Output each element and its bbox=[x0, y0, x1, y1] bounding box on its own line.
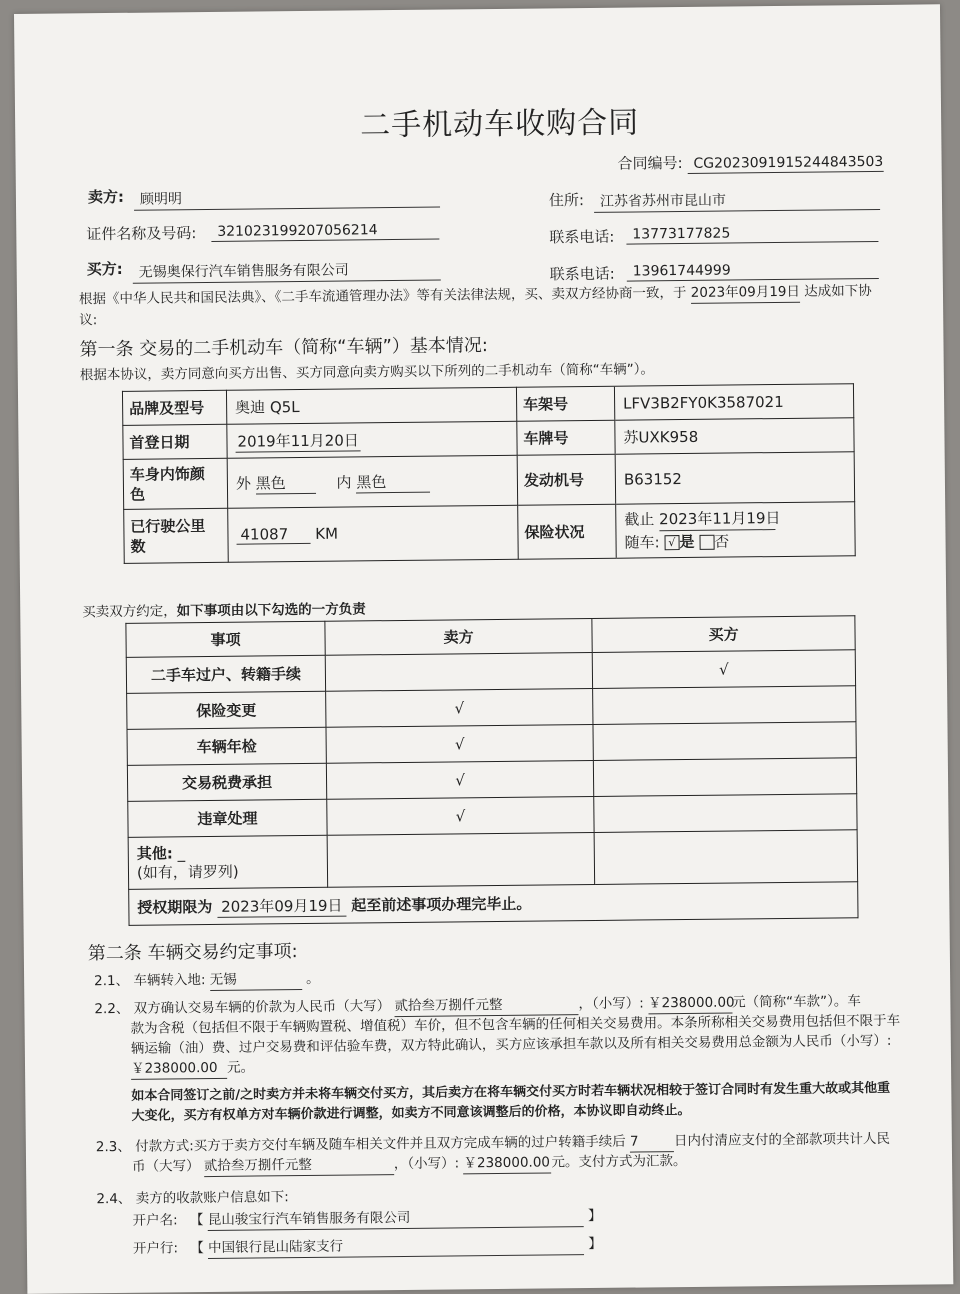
price-uppercase: 贰拾叁万捌仟元整 bbox=[394, 994, 578, 1017]
seller-name: 顾明明 bbox=[134, 186, 440, 211]
clause-2-2-text-3: 元（简称“车款”）。车 bbox=[731, 993, 861, 1011]
insurance-no-label: 否 bbox=[714, 532, 730, 551]
resp-other-note: (如有，请罗列) bbox=[136, 862, 239, 882]
contract-number-value: CG2023091915244843503 bbox=[687, 154, 883, 174]
resp-row-item: 保险变更 bbox=[127, 691, 326, 729]
auth-label: 授权期限为 bbox=[137, 897, 213, 917]
color-label-line1: 车身内饰颜 bbox=[129, 464, 205, 484]
price-lowercase: ￥238000.00 bbox=[648, 993, 732, 1015]
resp-row-buyer bbox=[593, 758, 856, 797]
resp-row-seller: √ bbox=[326, 688, 593, 727]
plate-label: 车牌号 bbox=[517, 420, 615, 455]
resp-row-item: 二手车过户、转籍手续 bbox=[126, 655, 325, 693]
seller-address: 江苏省苏州市昆山市 bbox=[594, 188, 880, 213]
adjustment-clause-line-1: 如本合同签订之前/之时卖方并未将车辆交付买方，其后卖方在将车辆交付买方时若车辆状况相较于签订合同时有发生重大故或其他重 bbox=[131, 1080, 891, 1104]
payment-uppercase: 贰拾叁万捌仟元整 bbox=[204, 1154, 394, 1177]
bank-value: 中国银行昆山陆家支行 bbox=[208, 1234, 584, 1259]
mileage-label-line2: 数 bbox=[130, 537, 146, 556]
mileage-unit: KM bbox=[315, 524, 339, 543]
resp-row-seller: √ bbox=[326, 760, 593, 799]
account-name-row bbox=[133, 1206, 602, 1232]
reg-date-value: 2019年11月20日 bbox=[235, 429, 361, 452]
transfer-destination: 无锡 bbox=[210, 969, 302, 991]
resp-other-cell bbox=[128, 835, 328, 889]
clause-2-1-label: 车辆转入地: bbox=[133, 972, 206, 989]
account-name-label: 开户名: bbox=[132, 1212, 178, 1229]
outer-color-value: 黑色 bbox=[256, 471, 316, 494]
section-2-title: 第二条 车辆交易约定事项: bbox=[87, 941, 298, 965]
intro-text-3: 议: bbox=[79, 312, 98, 329]
agreement-date: 2023年09月19日 bbox=[691, 282, 800, 304]
resp-row-buyer bbox=[593, 722, 856, 761]
seller-address-label: 住所: bbox=[548, 191, 585, 210]
account-name-right-bracket: 】 bbox=[587, 1207, 602, 1225]
mileage-cell bbox=[228, 505, 519, 562]
vin-label: 车架号 bbox=[516, 386, 614, 421]
insurance-no-checkbox[interactable] bbox=[699, 535, 714, 550]
clause-2-2-line-3: 辆运输（油）费、过户交易费和评估验车费，双方特此确认，买方应该承担车款以及所有相关交易费用总金额为人民币（小写）: bbox=[130, 1032, 892, 1057]
resp-row-item: 交易税费承担 bbox=[127, 763, 326, 801]
reg-date-cell bbox=[227, 421, 517, 458]
clause-2-1 bbox=[94, 969, 320, 992]
resp-row-buyer bbox=[594, 794, 857, 833]
clause-2-4-num: 2.4、 bbox=[96, 1190, 132, 1208]
clause-2-2-text-4: 元。 bbox=[226, 1059, 255, 1076]
auth-date: 2023年09月19日 bbox=[217, 894, 347, 917]
resp-other-blank: _ bbox=[177, 843, 186, 862]
clause-2-1-num: 2.1、 bbox=[94, 972, 130, 990]
contract-number bbox=[617, 150, 883, 174]
seller-label: 卖方: bbox=[87, 187, 125, 207]
bank-left-bracket: 【 bbox=[190, 1240, 204, 1257]
buyer-phone-label: 联系电话: bbox=[549, 264, 615, 284]
resp-header-buyer: 买方 bbox=[592, 616, 855, 653]
authorization-period bbox=[129, 882, 858, 926]
brand-value: 奥迪 Q5L bbox=[226, 387, 516, 424]
resp-header-seller: 卖方 bbox=[325, 618, 592, 655]
seller-id-label: 证件名称及号码: bbox=[86, 224, 197, 244]
section-1-title: 第一条 交易的二手机动车（简称“车辆”）基本情况: bbox=[79, 335, 489, 361]
color-cell bbox=[227, 455, 518, 508]
outer-color-label: 外 bbox=[235, 474, 252, 493]
insurance-follow-label: 随车: bbox=[624, 533, 660, 552]
bank-row bbox=[133, 1234, 602, 1260]
clause-2-3-text-3: 币（大写） bbox=[131, 1158, 200, 1175]
payment-days: 7 bbox=[630, 1131, 674, 1152]
intro-paragraph bbox=[79, 281, 872, 330]
clause-2-4 bbox=[96, 1187, 289, 1209]
payment-lowercase: ￥238000.00 bbox=[463, 1152, 551, 1174]
insurance-label: 保险状况 bbox=[518, 504, 617, 559]
vehicle-info-table bbox=[122, 383, 856, 564]
clause-2-3-text-5: 元。支付方式为汇款。 bbox=[551, 1153, 687, 1171]
plate-value: 苏UXK958 bbox=[615, 418, 854, 455]
resp-row-seller: √ bbox=[326, 724, 593, 763]
clause-2-3-text-4: ，（小写）: bbox=[393, 1155, 460, 1173]
clause-2-2-text-1: 双方确认交易车辆的价款为人民币（大写） bbox=[133, 998, 391, 1017]
account-name-value: 昆山骏宝行汽车销售服务有限公司 bbox=[208, 1206, 584, 1231]
total-amount: ￥238000.00 bbox=[131, 1058, 227, 1080]
insurance-prefix: 截止 bbox=[624, 510, 655, 529]
responsibility-table bbox=[125, 615, 858, 926]
document-title: 二手机动车收购合同 bbox=[360, 105, 640, 144]
clause-2-2-line-2: 款为含税（包括但不限于车辆购置税、增值税）车价，但不包含车辆的任何相关交易费用。本条所称相关交易费用包括但不限于车 bbox=[130, 1012, 901, 1037]
inner-color-label: 内 bbox=[336, 472, 352, 492]
resp-other-seller bbox=[327, 832, 595, 887]
clause-2-2-num: 2.2、 bbox=[94, 1000, 130, 1018]
seller-phone-label: 联系电话: bbox=[549, 227, 615, 247]
seller-phone: 13773177825 bbox=[626, 224, 878, 245]
mileage-label-line1: 已行驶公里 bbox=[130, 516, 206, 536]
inner-color-value: 黑色 bbox=[356, 470, 430, 493]
clause-2-3-num: 2.3、 bbox=[95, 1138, 131, 1156]
clause-2-1-end: 。 bbox=[305, 970, 320, 987]
contract-page bbox=[14, 4, 953, 1294]
account-name-left-bracket: 【 bbox=[189, 1212, 204, 1229]
adjustment-clause-line-2: 大变化，买方有权单方对车辆价款进行调整，如卖方不同意该调整后的价格，本协议即自动终止。 bbox=[131, 1102, 691, 1124]
insurance-date: 2023年11月19日 bbox=[659, 507, 775, 531]
responsibility-note-a: 买卖双方约定， bbox=[82, 603, 177, 621]
resp-row-seller bbox=[325, 652, 592, 691]
reg-date-label: 首登日期 bbox=[123, 424, 227, 459]
vin-value: LFV3B2FY0K3587021 bbox=[614, 384, 853, 421]
insurance-yes-label: 是 bbox=[679, 532, 695, 552]
resp-row-buyer bbox=[593, 686, 856, 725]
insurance-yes-checkbox[interactable]: √ bbox=[664, 535, 679, 550]
intro-text-1: 根据《中华人民共和国民法典》、《二手车流通管理办法》等有关法律法规，买、卖双方经协商一致，于 bbox=[78, 284, 687, 308]
auth-tail: 起至前述事项办理完毕止。 bbox=[351, 894, 532, 915]
buyer-name: 无锡奥保行汽车销售服务有限公司 bbox=[133, 259, 441, 284]
resp-row-buyer: √ bbox=[592, 650, 855, 689]
resp-row-item: 违章处理 bbox=[128, 799, 327, 837]
mileage-value: 41087 bbox=[236, 525, 310, 545]
color-label-line2: 色 bbox=[129, 485, 146, 504]
clause-2-2-text-2: ，（小写）: bbox=[578, 995, 644, 1013]
responsibility-note bbox=[82, 599, 366, 622]
buyer-phone: 13961744999 bbox=[627, 261, 879, 282]
clause-2-4-label: 卖方的收款账户信息如下: bbox=[135, 1189, 289, 1207]
bank-label: 开户行: bbox=[132, 1240, 179, 1257]
section-1-description: 根据本协议，卖方同意向买方出售、买方同意向卖方购买以下所列的二手机动车（简称“车辆”）。 bbox=[79, 361, 655, 384]
engine-value: B63152 bbox=[615, 452, 855, 505]
seller-id-number: 321023199207056214 bbox=[211, 222, 439, 242]
resp-row-item: 车辆年检 bbox=[127, 727, 326, 765]
insurance-cell bbox=[616, 502, 856, 558]
clause-2-3-text-2: 日内付清应支付的全部款项共计人民 bbox=[673, 1130, 891, 1150]
brand-label: 品牌及型号 bbox=[122, 390, 226, 425]
responsibility-note-b: 如下事项由以下勾选的一方负责 bbox=[176, 601, 366, 620]
contract-number-label: 合同编号: bbox=[617, 154, 683, 173]
clause-2-2-line-4 bbox=[131, 1058, 254, 1080]
resp-other-label: 其他: bbox=[136, 843, 173, 863]
resp-header-item: 事项 bbox=[126, 621, 325, 657]
resp-other-buyer bbox=[594, 830, 858, 885]
resp-row-seller: √ bbox=[327, 796, 594, 835]
color-label bbox=[123, 458, 228, 509]
bank-right-bracket: 】 bbox=[588, 1235, 602, 1253]
buyer-label: 买方: bbox=[86, 259, 123, 279]
intro-text-2: 达成如下协 bbox=[804, 283, 872, 300]
mileage-label bbox=[124, 508, 229, 563]
engine-label: 发动机号 bbox=[517, 454, 616, 505]
clause-2-3-text-1: 付款方式:买方于卖方交付车辆及随车相关文件并且双方完成车辆的过户转籍手续后 bbox=[135, 1133, 626, 1155]
clause-2-3-line-2 bbox=[132, 1151, 687, 1178]
